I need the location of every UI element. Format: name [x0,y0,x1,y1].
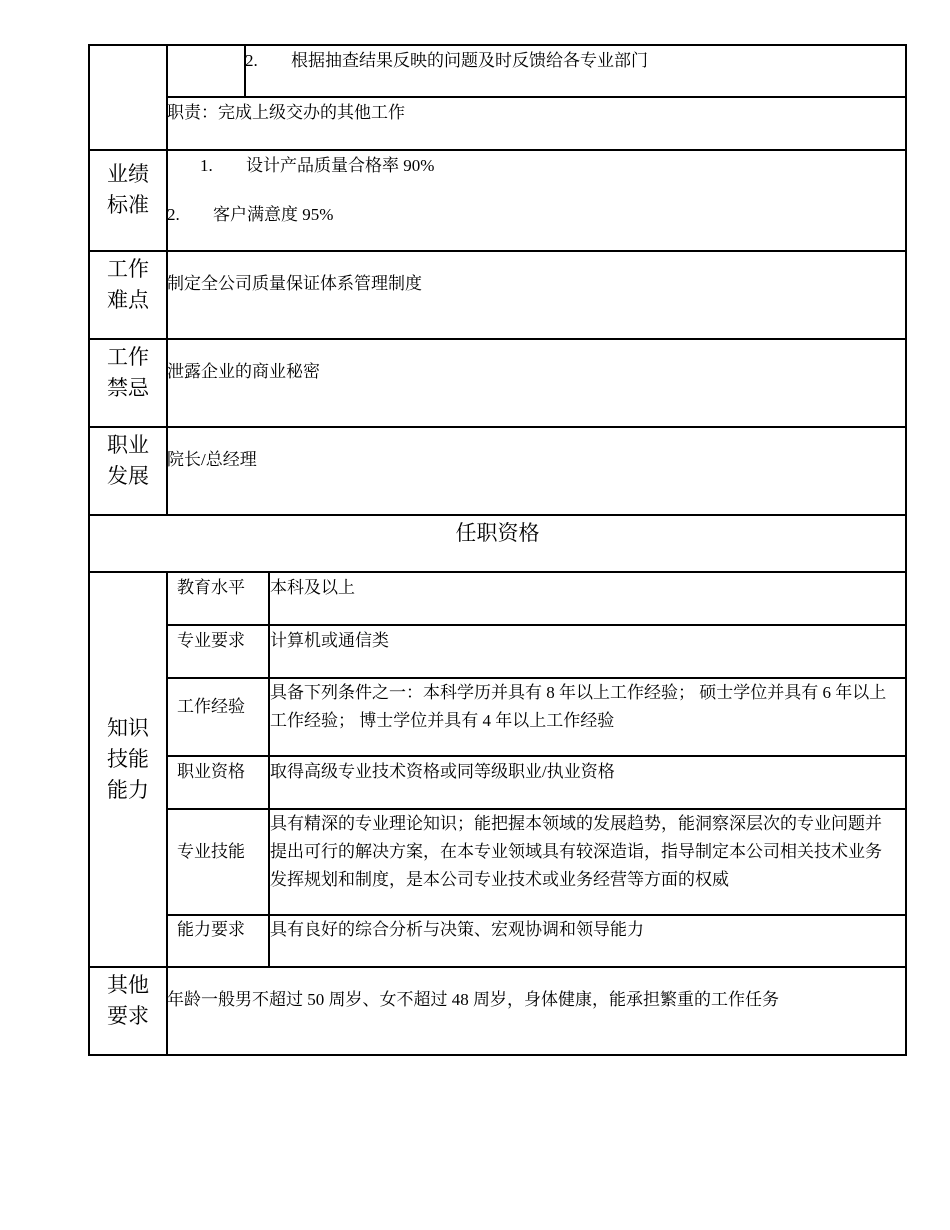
table-border [88,426,907,428]
qualification-row-label: 能力要求 [177,920,245,939]
label-line: 发展 [107,464,149,488]
other-requirements-text: 年龄一般男不超过 50 周岁、女不超过 48 周岁，身体健康，能承担繁重的工作任务 [167,990,779,1009]
responsibility-item-text: 根据抽查结果反映的问题及时反馈给各专业部门 [291,51,648,70]
label-line: 工作 [107,345,149,369]
qualification-row-label: 专业技能 [177,842,245,861]
performance-item-number: 2. [167,205,180,224]
qualification-row-value: 具有良好的综合分析与决策、宏观协调和领导能力 [270,920,644,939]
performance-item-text: 设计产品质量合格率 90% [246,156,435,175]
table-border [88,338,907,340]
other-requirements-label [89,970,167,1032]
table-border [166,624,907,626]
label-line: 标准 [107,193,149,217]
label-line: 工作 [107,257,149,281]
table-border [88,514,907,516]
table-border [905,44,907,1055]
difficulty-text: 制定全公司质量保证体系管理制度 [167,274,422,293]
qualification-row-label: 工作经验 [177,697,245,716]
performance-label [89,159,167,221]
table-border [88,1054,907,1056]
table-border [166,96,907,98]
career-text: 院长/总经理 [167,450,257,469]
performance-item-number: 1. [200,156,213,175]
table-border [88,250,907,252]
table-border [88,149,907,151]
difficulty-label [89,254,167,316]
career-label [89,430,167,492]
taboo-text: 泄露企业的商业秘密 [167,362,320,381]
table-border [88,44,907,46]
table-border [166,914,907,916]
qualification-header: 任职资格 [455,521,540,545]
qualification-row-label: 教育水平 [177,578,245,597]
label-line: 技能 [107,747,149,771]
responsibility-item-number: 2. [245,51,258,70]
responsibility-other: 职责：完成上级交办的其他工作 [167,103,405,122]
qualification-row-value: 本科及以上 [270,578,355,597]
qualification-group-label [89,713,167,806]
label-line: 其他 [107,973,149,997]
qualification-row-value: 具备下列条件之一：本科学历并具有 8 年以上工作经验； 硕士学位并具有 6 年以上工作经验； 博士学位并具有 4 年以上工作经验 [270,683,887,730]
table-border [88,571,907,573]
table-border [166,755,907,757]
qualification-row-value: 取得高级专业技术资格或同等级职业/执业资格 [270,762,615,781]
label-line: 要求 [107,1004,149,1028]
performance-item-text: 客户满意度 95% [213,205,334,224]
qualification-row-label: 专业要求 [177,631,245,650]
label-line: 难点 [107,288,149,312]
taboo-label [89,342,167,404]
label-line: 禁忌 [107,376,149,400]
qualification-row-value: 计算机或通信类 [270,631,389,650]
label-line: 业绩 [107,162,149,186]
label-line: 知识 [107,716,149,740]
label-line: 能力 [107,778,149,802]
qualification-row-label: 职业资格 [177,762,245,781]
qualification-row-value: 具有精深的专业理论知识；能把握本领域的发展趋势，能洞察深层次的专业问题并提出可行的解决方案，在本专业领域具有较深造诣，指导制定本公司相关技术业务发挥规划和制度，是本公司专业技术或业务经营等方面的权威 [270,814,882,889]
table-border [88,966,907,968]
label-line: 职业 [107,433,149,457]
